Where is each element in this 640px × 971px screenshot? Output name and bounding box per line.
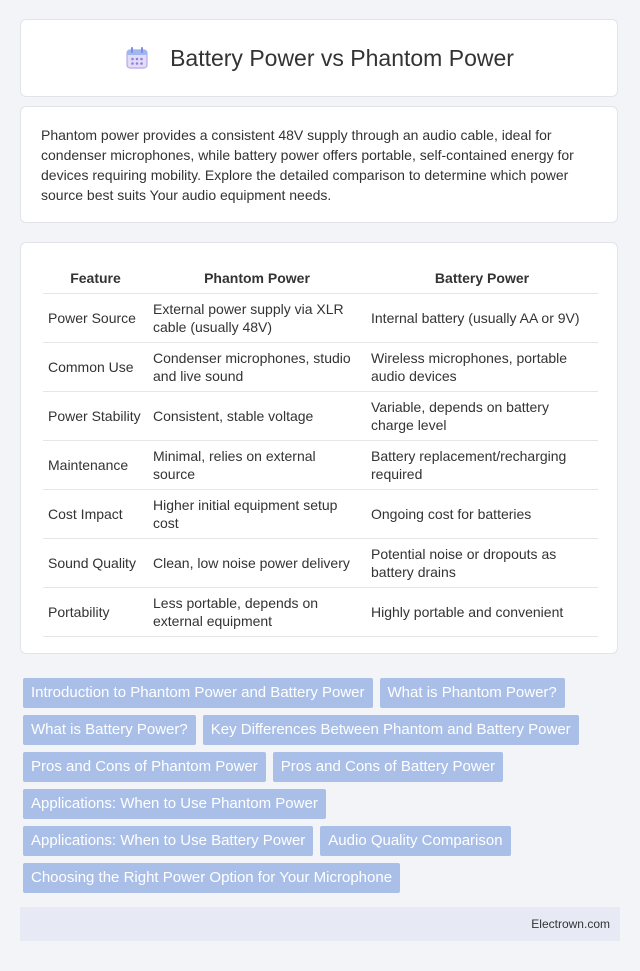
topic-link[interactable]: Audio Quality Comparison	[320, 826, 510, 856]
topic-link[interactable]: What is Battery Power?	[23, 715, 196, 745]
title-card	[20, 19, 618, 97]
table-row	[43, 588, 598, 637]
topic-link[interactable]: Introduction to Phantom Power and Battery Power	[23, 678, 373, 708]
table-header-row	[43, 263, 598, 294]
table-row	[43, 392, 598, 441]
column-header: Battery Power	[366, 263, 598, 294]
topic-link[interactable]: Key Differences Between Phantom and Battery Power	[203, 715, 579, 745]
calendar-icon	[124, 45, 150, 71]
topic-link[interactable]: Pros and Cons of Phantom Power	[23, 752, 266, 782]
table-cell: Cost Impact	[43, 490, 148, 539]
table-row	[43, 539, 598, 588]
column-header: Feature	[43, 263, 148, 294]
table-cell: Higher initial equipment setup cost	[148, 490, 366, 539]
topic-links	[23, 678, 623, 900]
comparison-table-card	[20, 242, 618, 654]
topic-link[interactable]: Applications: When to Use Battery Power	[23, 826, 313, 856]
table-row	[43, 490, 598, 539]
table-cell: External power supply via XLR cable (usually 48V)	[148, 294, 366, 343]
page-title: Battery Power vs Phantom Power	[170, 44, 514, 71]
comparison-table	[43, 263, 598, 637]
table-cell: Consistent, stable voltage	[148, 392, 366, 441]
table-cell: Battery replacement/recharging required	[366, 441, 598, 490]
table-cell: Less portable, depends on external equipment	[148, 588, 366, 637]
table-cell: Variable, depends on battery charge level	[366, 392, 598, 441]
table-cell: Power Stability	[43, 392, 148, 441]
table-cell: Clean, low noise power delivery	[148, 539, 366, 588]
column-header: Phantom Power	[148, 263, 366, 294]
topic-link[interactable]: Pros and Cons of Battery Power	[273, 752, 503, 782]
intro-text: Phantom power provides a consistent 48V supply through an audio cable, ideal for condenser microphones, while battery power offers portable, self-contained energy for devices requiring mobility. Explore the detailed comparison to determine which power source best suits Your audio equipment needs.	[41, 127, 574, 203]
topic-link[interactable]: What is Phantom Power?	[380, 678, 565, 708]
table-row	[43, 294, 598, 343]
table-cell: Wireless microphones, portable audio devices	[366, 343, 598, 392]
table-cell: Sound Quality	[43, 539, 148, 588]
table-cell: Minimal, relies on external source	[148, 441, 366, 490]
table-row	[43, 441, 598, 490]
table-cell: Maintenance	[43, 441, 148, 490]
topic-link[interactable]: Applications: When to Use Phantom Power	[23, 789, 326, 819]
table-cell: Condenser microphones, studio and live sound	[148, 343, 366, 392]
table-cell: Power Source	[43, 294, 148, 343]
table-cell: Common Use	[43, 343, 148, 392]
footer-site[interactable]: Electrown.com	[531, 917, 610, 931]
table-row	[43, 343, 598, 392]
table-cell: Portability	[43, 588, 148, 637]
table-cell: Ongoing cost for batteries	[366, 490, 598, 539]
table-cell: Potential noise or dropouts as battery drains	[366, 539, 598, 588]
table-cell: Internal battery (usually AA or 9V)	[366, 294, 598, 343]
table-cell: Highly portable and convenient	[366, 588, 598, 637]
footer	[20, 907, 620, 941]
intro-card	[20, 106, 618, 223]
topic-link[interactable]: Choosing the Right Power Option for Your Microphone	[23, 863, 400, 893]
